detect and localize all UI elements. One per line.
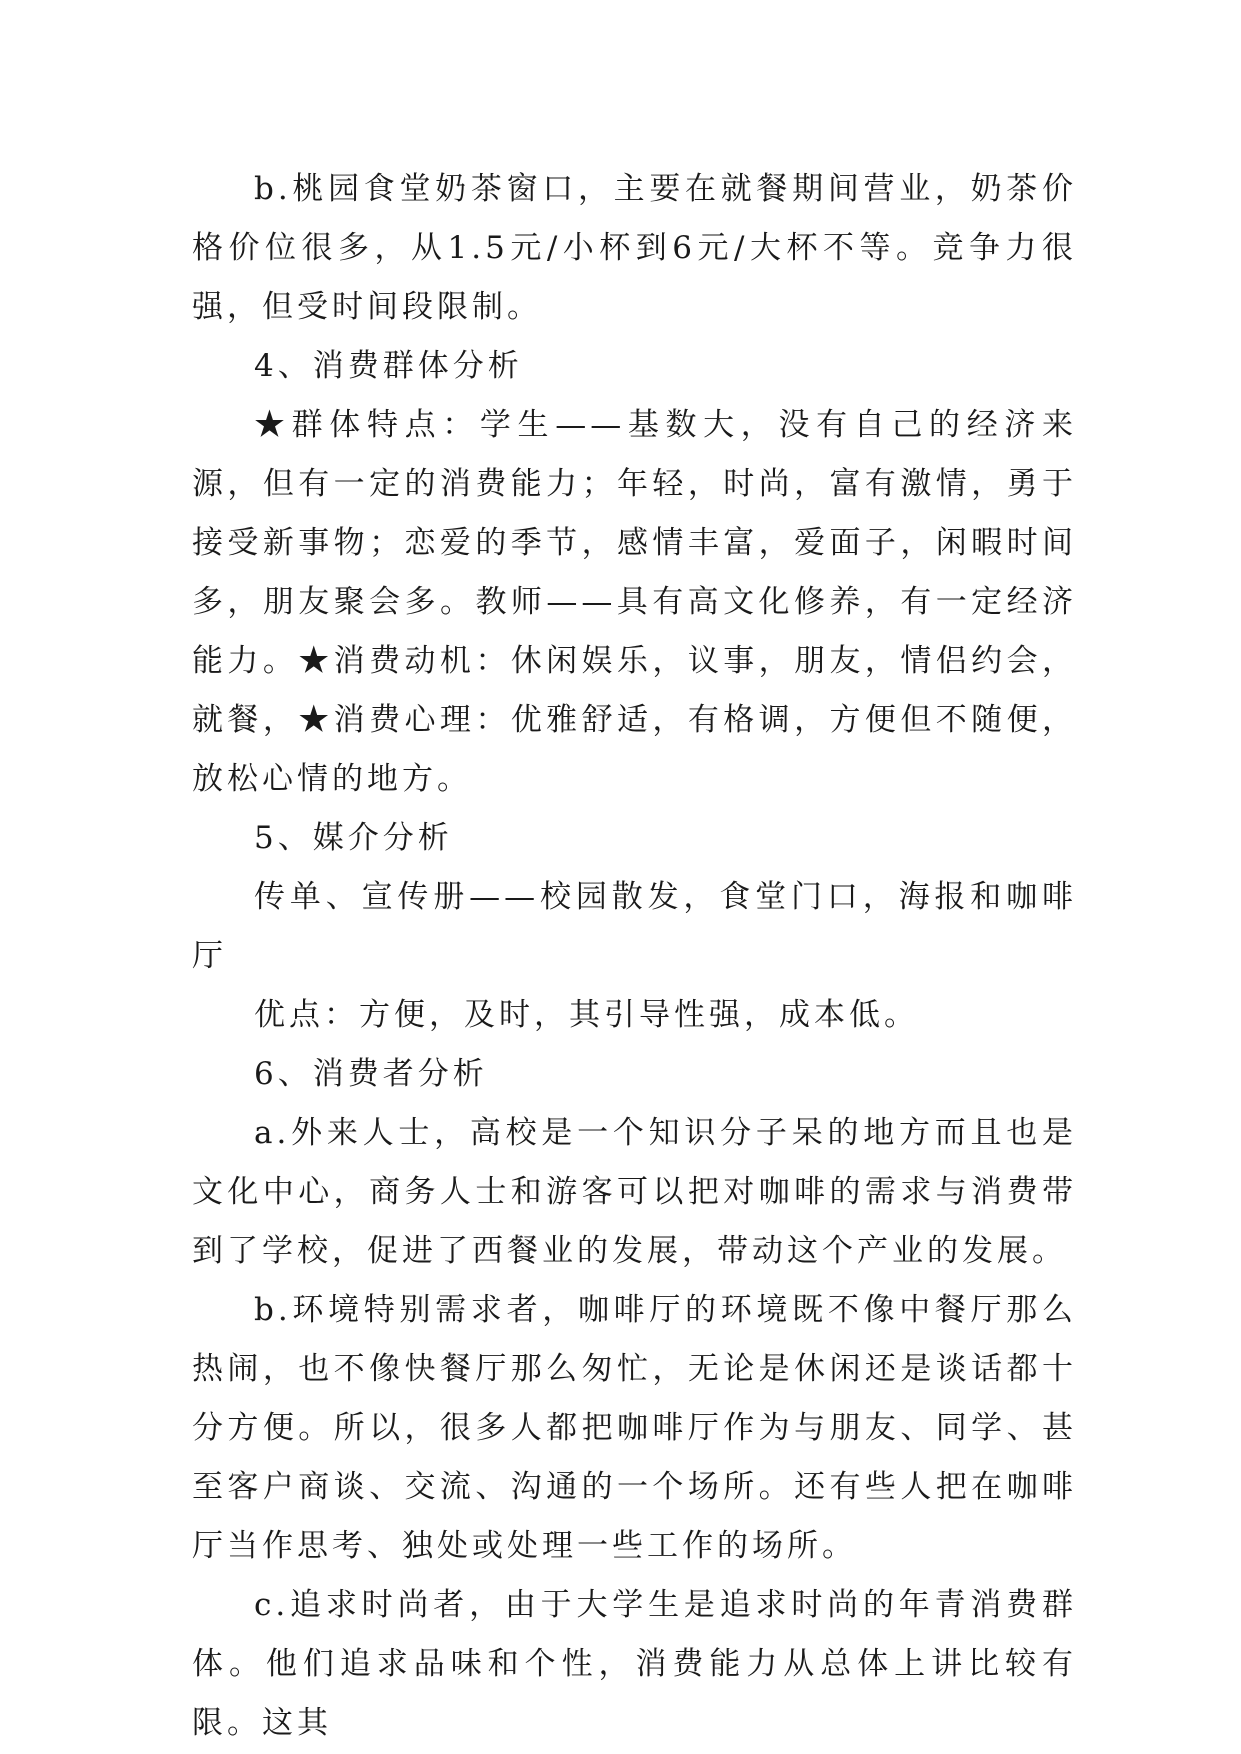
heading-media-analysis: 5、媒介分析 bbox=[254, 820, 453, 856]
body-text bbox=[192, 160, 1077, 1753]
paragraph-group-characteristics: ★群体特点：学生——基数大，没有自己的经济来源，但有一定的消费能力；年轻，时尚，富有激情，勇于接受新事物；恋爱的季节，感情丰富，爱面子，闲暇时间多，朋友聚会多。教师——具有高文化修养，有一定经济能力。★消费动机：休闲娱乐，议事，朋友，情侣约会，就餐，★消费心理：优雅舒适，有格调，方便但不随便，放松心情的地方。 bbox=[192, 407, 1077, 797]
paragraph-advantages: 优点：方便，及时，其引导性强，成本低。 bbox=[254, 997, 919, 1033]
paragraph-flyers: 传单、宣传册——校园散发，食堂门口，海报和咖啡厅 bbox=[192, 879, 1077, 974]
paragraph-fashion-seekers: c.追求时尚者，由于大学生是追求时尚的年青消费群体。他们追求品味和个性，消费能力从总体上讲比较有限。这其 bbox=[192, 1587, 1077, 1741]
paragraph-taoyuan-milk-tea: b.桃园食堂奶茶窗口，主要在就餐期间营业，奶茶价格价位很多，从1.5元/小杯到6元/大杯不等。竞争力很强，但受时间段限制。 bbox=[192, 171, 1077, 325]
paragraph-environment-seekers: b.环境特别需求者，咖啡厅的环境既不像中餐厅那么热闹，也不像快餐厅那么匆忙，无论是休闲还是谈话都十分方便。所以，很多人都把咖啡厅作为与朋友、同学、甚至客户商谈、交流、沟通的一个场所。还有些人把在咖啡厅当作思考、独处或处理一些工作的场所。 bbox=[192, 1292, 1077, 1564]
heading-consumer-analysis: 6、消费者分析 bbox=[254, 1056, 488, 1092]
paragraph-outsiders: a.外来人士，高校是一个知识分子呆的地方而且也是文化中心，商务人士和游客可以把对咖啡的需求与消费带到了学校，促进了西餐业的发展，带动这个产业的发展。 bbox=[192, 1115, 1077, 1269]
heading-consumer-group-analysis: 4、消费群体分析 bbox=[254, 348, 523, 384]
